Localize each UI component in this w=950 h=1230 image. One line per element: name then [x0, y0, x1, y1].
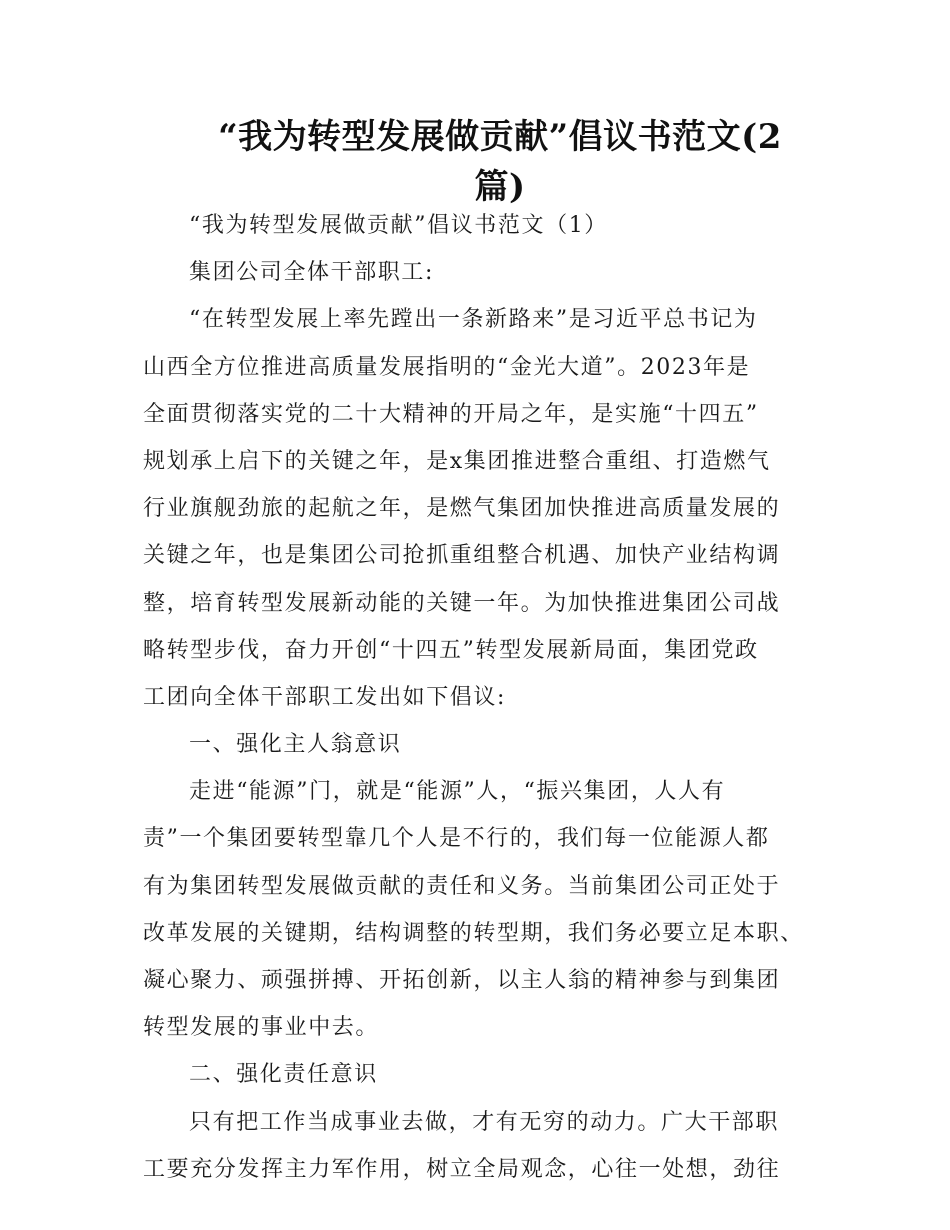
- body-text-line: 走进“能源”门，就是“能源”人，“振兴集团，人人有: [189, 779, 726, 805]
- body-text-line: 一、强化主人翁意识: [189, 732, 402, 758]
- title-line: 篇): [474, 167, 526, 207]
- title-line: “我为转型发展做贡献”倡议书范文(2: [218, 117, 782, 157]
- body-text-line: 集团公司全体干部职工:: [189, 260, 435, 286]
- body-text-line: 规划承上启下的关键之年，是x集团推进整合重组、打造燃气: [143, 448, 771, 474]
- body-text-line: “我为转型发展做贡献”倡议书范文（1）: [189, 213, 608, 238]
- body-text-line: 工团向全体干部职工发出如下倡议:: [143, 684, 507, 710]
- body-text-line: 行业旗舰劲旅的起航之年，是燃气集团加快推进高质量发展的: [143, 496, 781, 522]
- body-text-line: “在转型发展上率先蹚出一条新路来”是习近平总书记为: [189, 307, 758, 333]
- body-text-line: 只有把工作当成事业去做，才有无穷的动力。广大干部职: [189, 1109, 780, 1135]
- document-title: [200, 112, 800, 212]
- body-text-line: 责”一个集团要转型靠几个人是不行的，我们每一位能源人都: [143, 826, 770, 852]
- body-text-line: 工要充分发挥主力军作用，树立全局观念，心往一处想，劲往: [143, 1156, 781, 1182]
- document-body: [143, 202, 828, 1193]
- body-text-line: 二、强化责任意识: [189, 1062, 378, 1088]
- body-text-line: 山西全方位推进高质量发展指明的“金光大道”。2023年是: [143, 354, 751, 380]
- body-text-line: 有为集团转型发展做贡献的责任和义务。当前集团公司正处于: [143, 873, 781, 899]
- body-text-line: 改革发展的关键期，结构调整的转型期，我们务必要立足本职、: [143, 920, 804, 946]
- body-text-line: 凝心聚力、顽强拼搏、开拓创新，以主人翁的精神参与到集团: [143, 968, 781, 993]
- body-text-line: 关键之年，也是集团公司抢抓重组整合机遇、加快产业结构调: [143, 543, 781, 569]
- body-text-line: 整，培育转型发展新动能的关键一年。为加快推进集团公司战: [143, 590, 781, 616]
- body-text-line: 转型发展的事业中去。: [143, 1015, 380, 1041]
- body-text-line: 略转型步伐，奋力开创“十四五”转型发展新局面，集团党政: [143, 637, 759, 663]
- body-text-line: 全面贯彻落实党的二十大精神的开局之年，是实施“十四五”: [143, 401, 759, 427]
